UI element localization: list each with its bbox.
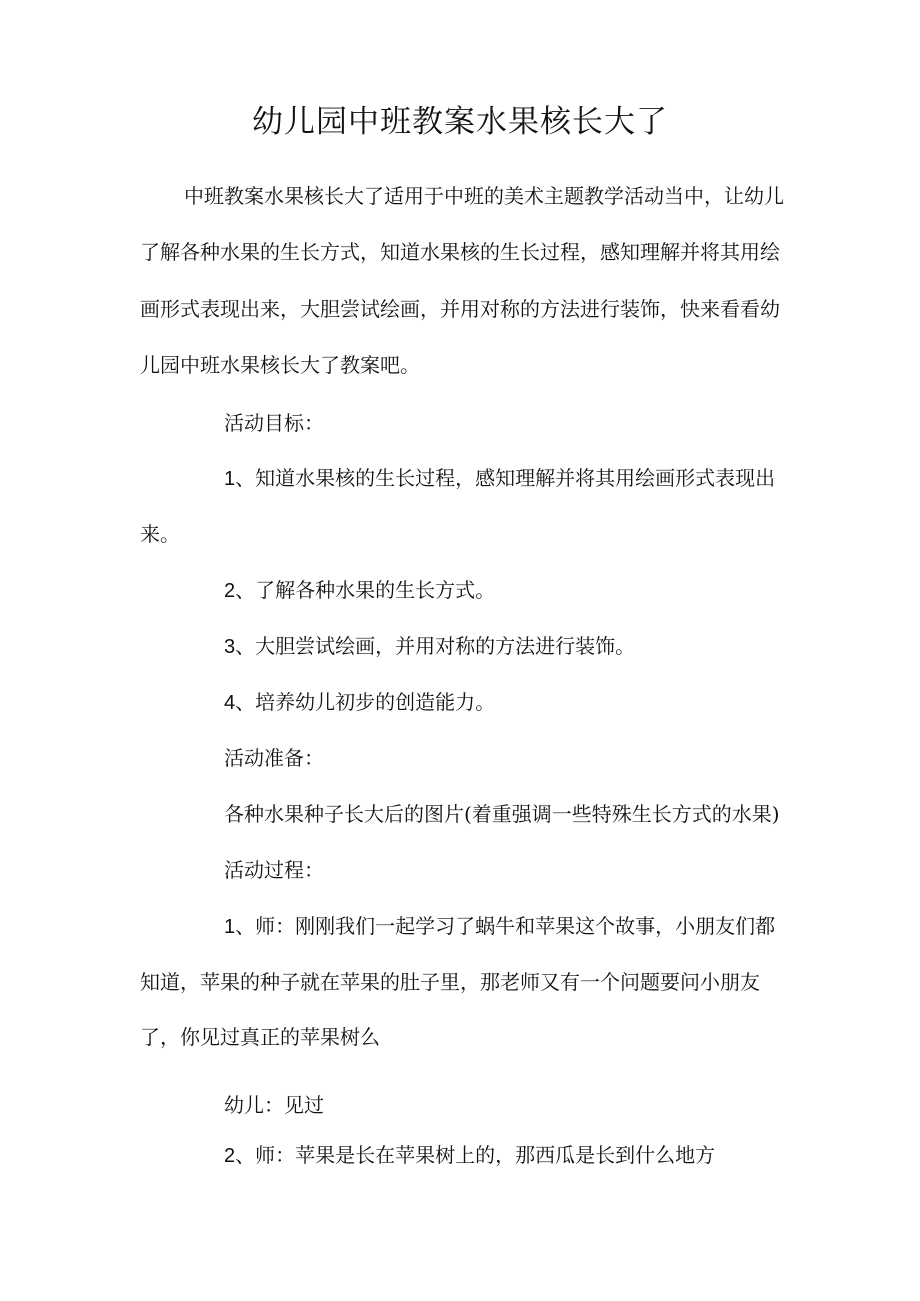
intro-line-3: 画形式表现出来，大胆尝试绘画，并用对称的方法进行装饰，快来看看幼 <box>140 297 780 321</box>
process-item-1 <box>224 911 775 942</box>
process-item-1-cont-1: 知道，苹果的种子就在苹果的肚子里，那老师又有一个问题要问小朋友 <box>140 970 760 994</box>
goal-item-3 <box>224 631 635 662</box>
goals-heading: 活动目标： <box>224 411 324 435</box>
goal-text: 、了解各种水果的生长方式。 <box>235 578 496 602</box>
intro-line-2: 了解各种水果的生长方式，知道水果核的生长过程，感知理解并将其用绘 <box>140 240 780 264</box>
goal-item-4 <box>224 687 495 718</box>
goal-text: 、大胆尝试绘画，并用对称的方法进行装饰。 <box>235 634 636 658</box>
intro-line-4: 儿园中班水果核长大了教案吧。 <box>140 353 420 377</box>
goal-text: 、培养幼儿初步的创造能力。 <box>235 690 496 714</box>
goal-number: 2 <box>224 580 236 602</box>
process-text: 、师：苹果是长在苹果树上的，那西瓜是长到什么地方 <box>235 1143 716 1167</box>
process-item-2 <box>224 1140 715 1171</box>
goal-number: 4 <box>224 692 236 714</box>
process-number: 1 <box>224 916 236 938</box>
goal-text: 、知道水果核的生长过程，感知理解并将其用绘画形式表现出 <box>235 466 776 490</box>
process-number: 2 <box>224 1145 236 1167</box>
prep-heading: 活动准备： <box>224 746 324 770</box>
goal-item-1 <box>224 463 775 494</box>
intro-line-1: 中班教案水果核长大了适用于中班的美术主题教学活动当中，让幼儿 <box>184 184 784 208</box>
prep-text: 各种水果种子长大后的图片(着重强调一些特殊生长方式的水果) <box>224 802 780 826</box>
process-text: 、师：刚刚我们一起学习了蜗牛和苹果这个故事，小朋友们都 <box>235 914 776 938</box>
goal-number: 3 <box>224 636 236 658</box>
process-heading: 活动过程： <box>224 858 324 882</box>
document-title: 幼儿园中班教案水果核长大了 <box>252 104 668 140</box>
process-child-reply: 幼儿：见过 <box>224 1093 324 1117</box>
goal-item-2 <box>224 575 495 606</box>
goal-number: 1 <box>224 468 236 490</box>
goal-item-1-cont: 来。 <box>140 522 180 546</box>
process-item-1-cont-2: 了，你见过真正的苹果树么 <box>140 1025 380 1049</box>
